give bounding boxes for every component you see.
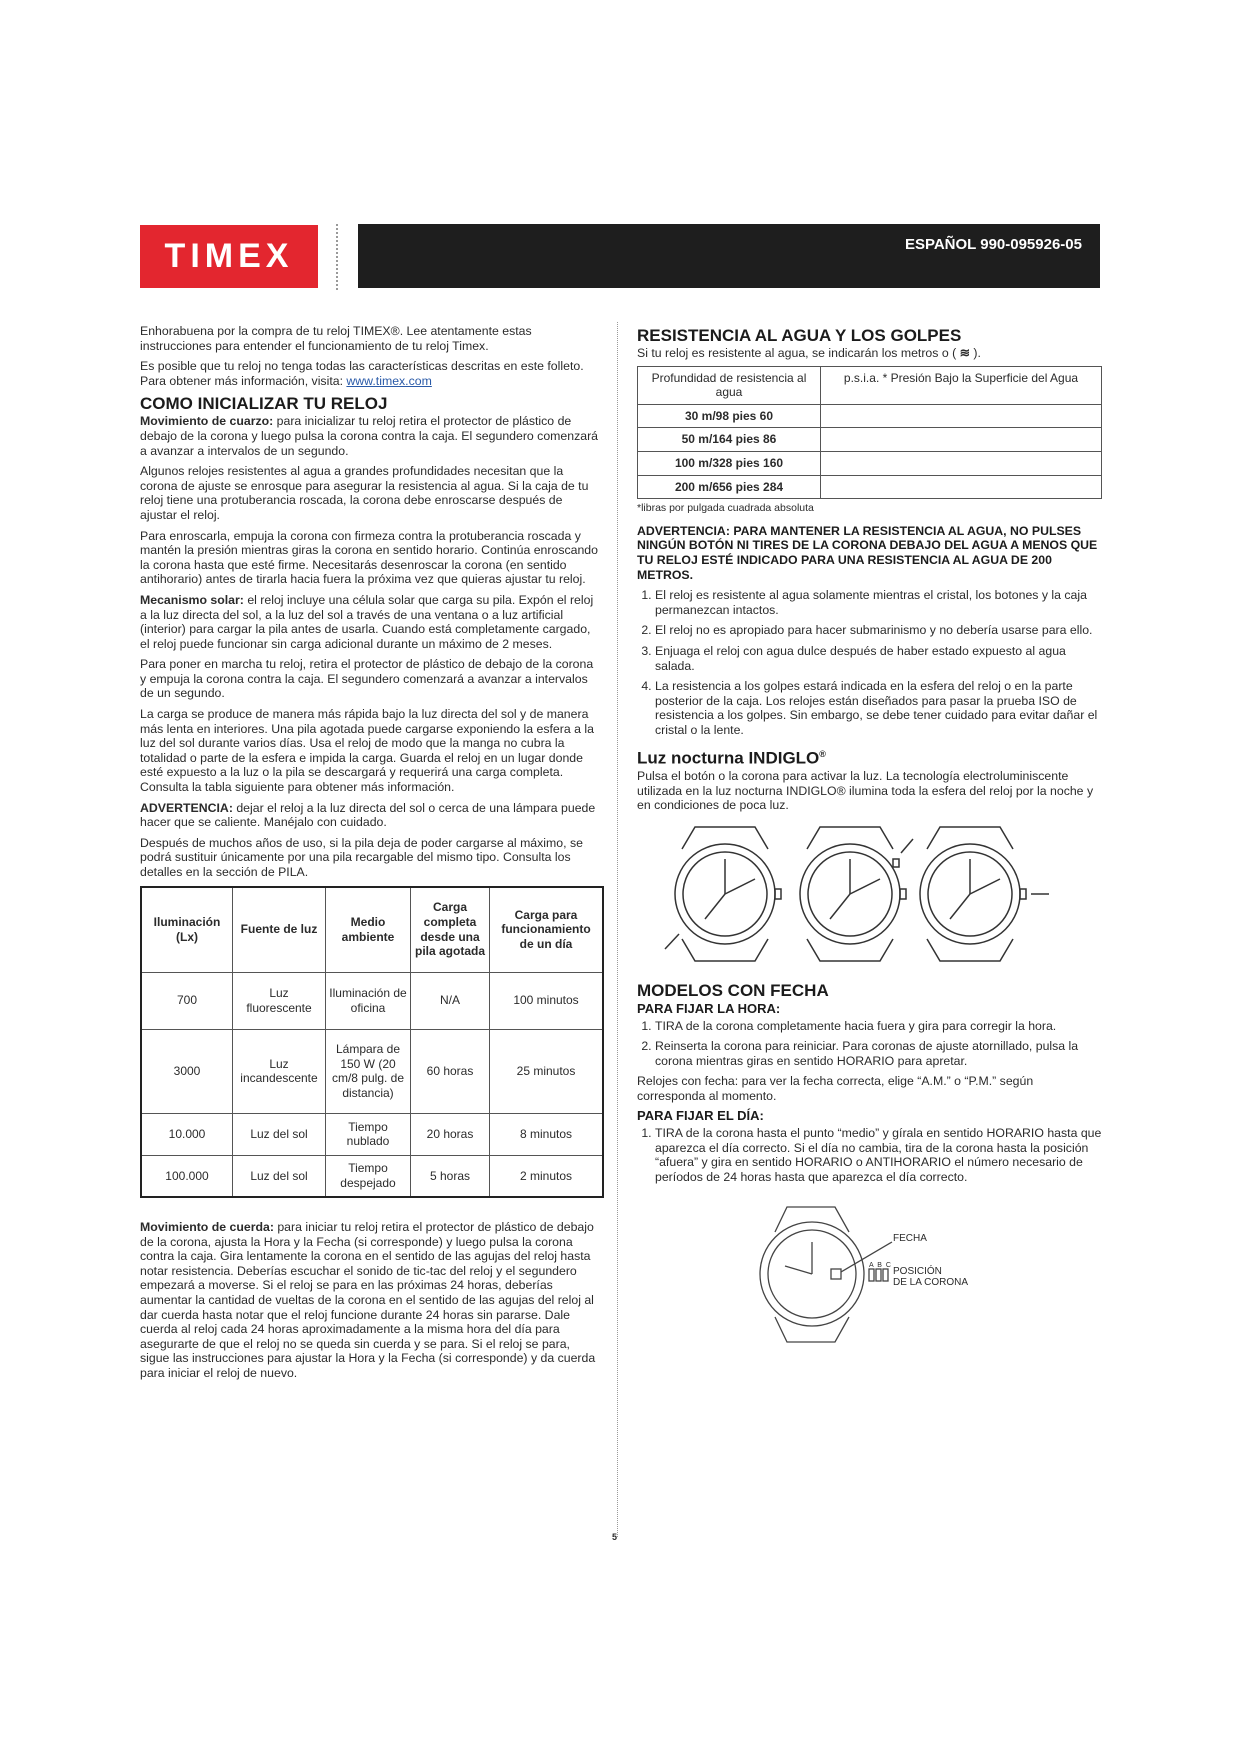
list-item: 2. El reloj no es apropiado para hacer submarinismo y no debería usarse para ello. xyxy=(655,623,1102,638)
indiglo-paragraph: Pulsa el botón o la corona para activar la luz. La tecnología electroluminiscente utilizada en la luz nocturna INDIGLO® ilumina toda la esfera del reloj por la noche y en condiciones de poca luz. xyxy=(637,769,1094,813)
table-cell: 100 minutos xyxy=(490,972,604,1029)
water-resistance-table xyxy=(637,366,1102,500)
table-cell: 700 xyxy=(141,972,233,1029)
indiglo-heading: Luz nocturna INDIGLO® xyxy=(637,749,826,769)
fecha-label: FECHA xyxy=(893,1233,927,1245)
table-header-row xyxy=(638,366,1102,404)
table-header: Fuente de luz xyxy=(233,887,326,973)
table-row xyxy=(141,1155,603,1197)
document-code: ESPAÑOL 990-095926-05 xyxy=(904,236,1082,253)
watch-icon xyxy=(665,827,781,961)
table-header: Carga para funcionamiento de un día xyxy=(490,887,604,973)
header-divider xyxy=(336,224,338,290)
table-cell: N/A xyxy=(411,972,490,1029)
set-day-subheading: PARA FIJAR EL DÍA: xyxy=(637,1108,764,1124)
table-cell: Tiempo nublado xyxy=(326,1113,411,1155)
watch-icon xyxy=(760,1207,892,1342)
table-header: Profundidad de resistencia al agua xyxy=(638,366,821,404)
warning-paragraph: ADVERTENCIA: dejar el reloj a la luz directa del sol o cerca de una lámpara puede hacer que se caliente. Manéjalo con cuidado. xyxy=(140,800,596,830)
battery-paragraph: Después de muchos años de uso, si la pila deja de poder cargarse al máximo, se podrá sustituir únicamente por una pila recargable del mismo tipo. Consulta los detalles en la sección de PILA. xyxy=(140,835,583,879)
table-cell: 20 horas xyxy=(411,1113,490,1155)
table-cell: 50 m/164 pies 86 xyxy=(638,428,821,452)
table-cell: 60 horas xyxy=(411,1029,490,1113)
table-header-row xyxy=(141,887,603,973)
wave-icon: ≋ xyxy=(959,346,970,360)
table-cell: 30 m/98 pies 60 xyxy=(638,404,821,428)
table-cell: 5 horas xyxy=(411,1155,490,1197)
page-number: 5 xyxy=(612,1532,618,1542)
table-row xyxy=(638,428,1102,452)
indiglo-watches-illustration xyxy=(637,819,1102,969)
timex-logo: TIMEX xyxy=(140,225,318,288)
right-column xyxy=(637,324,1102,1352)
intro-info-paragraph: Es posible que tu reloj no tenga todas las características descritas en este folleto. Para obtener más información, visita: www.timex.com xyxy=(140,359,584,388)
table-header: Medio ambiente xyxy=(326,887,411,973)
table-cell: 200 m/656 pies 284 xyxy=(638,475,821,499)
table-row xyxy=(638,475,1102,499)
table-cell: Luz del sol xyxy=(233,1113,326,1155)
water-heading: RESISTENCIA AL AGUA Y LOS GOLPES xyxy=(637,326,962,345)
table-cell: 100.000 xyxy=(141,1155,233,1197)
wind-paragraph: Movimiento de cuerda: para iniciar tu reloj retira el protector de plástico de debajo de la corona, ajusta la Hora y la Fecha (si corresponde) y luego pulsa la corona contra la caja. Gira lentamente la corona en el sentido de las agujas del reloj hasta notar resistencia. Deberías escuchar el sonido de tic-tac del reloj y el segundero empezará a moverse. Si el reloj se para en las próximas 24 horas, deberías aumentar la cantidad de vueltas de la corona en el sentido de las agujas del reloj al dar cuerda hasta notar que el reloj funcione durante 24 horas sin pararse. Dale cuerda al reloj cada 24 horas aproximadamente a la misma hora del día para asegurarte de que el reloj no se queda sin cuerda y se para. Si el reloj se para, sigue las instrucciones para ajustar la Hora y la Fecha (si corresponde) y da cuerda para iniciar el reloj de nuevo. xyxy=(140,1220,596,1381)
crown-diagram xyxy=(637,1202,1102,1352)
table-cell: 10.000 xyxy=(141,1113,233,1155)
init-heading: COMO INICIALIZAR TU RELOJ xyxy=(140,394,388,414)
table-row xyxy=(638,451,1102,475)
solar-charge-table xyxy=(140,886,604,1199)
list-item: 3. Enjuaga el reloj con agua dulce después de haber estado expuesto al agua salada. xyxy=(655,644,1102,673)
table-cell: Luz del sol xyxy=(233,1155,326,1197)
table-cell: 8 minutos xyxy=(490,1113,604,1155)
ampm-paragraph: Relojes con fecha: para ver la fecha correcta, elige “A.M.” o “P.M.” según corresponda al momento. xyxy=(637,1074,1034,1103)
date-models-heading: MODELOS CON FECHA xyxy=(637,980,829,1000)
table-header: p.s.i.a. * Presión Bajo la Superficie del Agua xyxy=(821,366,1102,404)
table-header: Carga completa desde una pila agotada xyxy=(411,887,490,973)
solar-paragraph: Mecanismo solar: el reloj incluye una célula solar que carga su pila. Expón el reloj a la luz directa del sol, a la luz del sol a través de una ventana o a luz artificial (interior) para cargar la pila antes de usarla. Cuando está completamente cargado, el reloj puede funcionar sin carga adicional durante un máximo de 2 meses. xyxy=(140,592,594,651)
table-row xyxy=(638,404,1102,428)
list-item: 1. TIRA de la corona completamente hacia fuera y gira para corregir la hora. xyxy=(655,1019,1102,1034)
table-cell xyxy=(821,404,1102,428)
table-row xyxy=(141,972,603,1029)
water-warning: ADVERTENCIA: PARA MANTENER LA RESISTENCIA AL AGUA, NO PULSES NINGÚN BOTÓN NI TIRES DE LA CORONA DEBAJO DEL AGUA A MENOS QUE TU RELOJ ESTÉ INDICADO PARA UNA RESISTENCIA AL AGUA DE 200 METROS. xyxy=(637,523,1098,582)
watch-icon xyxy=(800,827,913,961)
table-cell: Luz incandescente xyxy=(233,1029,326,1113)
table-cell: Luz fluorescente xyxy=(233,972,326,1029)
table-cell: Tiempo despejado xyxy=(326,1155,411,1197)
table-cell: 25 minutos xyxy=(490,1029,604,1113)
table-cell: Lámpara de 150 W (20 cm/8 pulg. de distancia) xyxy=(326,1029,411,1113)
table-cell xyxy=(821,475,1102,499)
table-row xyxy=(141,1113,603,1155)
left-column xyxy=(140,324,602,1387)
table-cell: 100 m/328 pies 160 xyxy=(638,451,821,475)
table-cell xyxy=(821,451,1102,475)
set-time-subheading: PARA FIJAR LA HORA: xyxy=(637,1000,781,1016)
deep-water-paragraph: Algunos relojes resistentes al agua a grandes profundidades necesitan que la corona de ajuste se enrosque para asegurar la resistencia al agua. Si la caja de tu reloj tiene una protuberancia roscada, la corona debe enroscarse después de ajustar el reloj. xyxy=(140,464,589,522)
timex-website-link[interactable]: www.timex.com xyxy=(346,373,432,388)
quartz-paragraph: Movimiento de cuarzo: para inicializar tu reloj retira el protector de plástico de debajo de la corona y luego pulsa la corona contra la caja. El segundero comenzará a avanzar a intervalos de un segundo. xyxy=(140,414,599,458)
watch-icon xyxy=(920,827,1049,961)
list-item: 2. Reinserta la corona para reiniciar. Para coronas de ajuste atornillado, pulsa la corona mientras giras en sentido HORARIO para apretar. xyxy=(655,1039,1102,1068)
list-item: 4. La resistencia a los golpes estará indicada en la esfera del reloj o en la parte posterior de la caja. Los relojes están diseñados para pasar la prueba ISO de resistencia a los golpes. Sin embargo, se debe tener cuidado para evitar dañar el cristal o la lente. xyxy=(655,679,1102,737)
table-cell xyxy=(821,428,1102,452)
time-list xyxy=(637,1019,1102,1069)
list-item: 1. TIRA de la corona hasta el punto “medio” y gírala en sentido HORARIO hasta que aparezca el día correcto. Si el día no cambia, tira de la corona hasta la posición “afuera” y gira en sentido HORARIO o ANTIHORARIO el número necesario de períodos de 24 horas hasta que aparezca el día correcto. xyxy=(655,1126,1102,1184)
list-item: 1. El reloj es resistente al agua solamente mientras el cristal, los botones y la caja permanezcan intactos. xyxy=(655,588,1102,617)
abc-label: A B C xyxy=(869,1262,892,1270)
intro-paragraph: Enhorabuena por la compra de tu reloj TIMEX®. Lee atentamente estas instrucciones para entender el funcionamiento de tu reloj Timex. xyxy=(140,324,532,353)
crown-position-label: POSICIÓN DE LA CORONA xyxy=(893,1266,969,1289)
footnote: *libras por pulgada cuadrada absoluta xyxy=(637,502,814,515)
charge-paragraph: La carga se produce de manera más rápida bajo la luz directa del sol y de manera más lenta en interiores. Una pila agotada puede cargarse exponiendo la esfera a la luz del sol durante varios días. Usa el reloj de modo que la manga no cubra la totalidad o parte de la esfera e impida la carga. Guarda el reloj en un lugar donde esté expuesto a la luz o la pila se descargará y requerirá una carga completa. Consulta la tabla siguiente para obtener más información. xyxy=(140,707,594,795)
day-list xyxy=(637,1126,1102,1184)
table-cell: 3000 xyxy=(141,1029,233,1113)
header-bar xyxy=(358,224,1100,288)
table-cell: Iluminación de oficina xyxy=(326,972,411,1029)
screw-crown-paragraph: Para enroscarla, empuja la corona con firmeza contra la protuberancia roscada y mantén la presión mientras giras la corona en sentido horario. Continúa enroscando la corona hasta que esté firme. Necesitarás desenroscar la corona (en sentido antihorario) antes de tirarla hacia fuera la próxima vez que quieras ajustar tu reloj. xyxy=(140,528,598,587)
table-header: Iluminación (Lx) xyxy=(141,887,233,973)
table-cell: 2 minutos xyxy=(490,1155,604,1197)
column-divider xyxy=(617,322,618,1537)
table-row xyxy=(141,1029,603,1113)
start-paragraph: Para poner en marcha tu reloj, retira el protector de plástico de debajo de la corona y empuja la corona contra la caja. El segundero comenzará a avanzar a intervalos de un segundo. xyxy=(140,657,594,701)
water-intro: Si tu reloj es resistente al agua, se indicarán los metros o ( ≋ ). xyxy=(637,346,981,360)
water-list xyxy=(637,588,1102,737)
